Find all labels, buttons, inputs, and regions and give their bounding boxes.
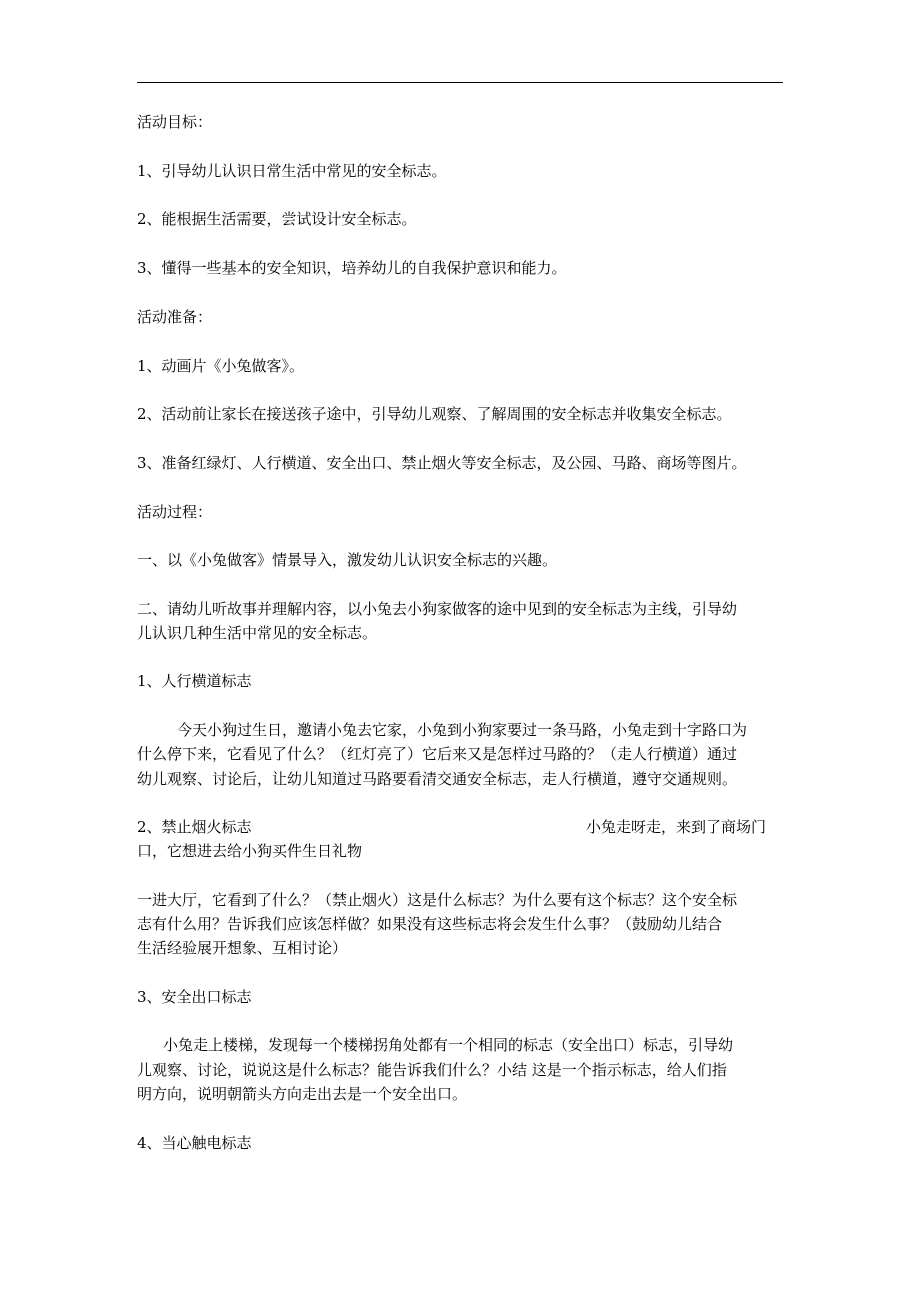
section4-title: 4、当心触电标志	[137, 1134, 252, 1152]
prep-item: 1、动画片《小兔做客》。	[137, 357, 305, 375]
heading-goals: 活动目标：	[137, 113, 213, 131]
section3-body-line: 小兔走上楼梯，发现每一个楼梯拐角处都有一个相同的标志（安全出口）标志，引导幼	[163, 1036, 734, 1054]
section1-body-line: 幼儿观察、讨论后，让幼儿知道过马路要看清交通安全标志，走人行横道，遵守交通规则。	[137, 770, 738, 788]
section2-story-start: 小兔走呀走，来到了商场门	[586, 818, 767, 836]
section2-body-line: 一进大厅，它看到了什么？（禁止烟火）这是什么标志？为什么要有这个标志？这个安全标	[137, 891, 738, 909]
section2-title: 2、禁止烟火标志	[137, 818, 252, 836]
section3-body-line: 儿观察、讨论，说说这是什么标志？能告诉我们什么？小结 这是一个指示标志，给人们指	[137, 1061, 727, 1079]
goal-item: 2、能根据生活需要，尝试设计安全标志。	[137, 210, 417, 228]
section1-body-line: 今天小狗过生日，邀请小兔去它家，小兔到小狗家要过一条马路，小兔走到十字路口为	[177, 721, 748, 739]
section2-body-line: 志有什么用？告诉我们应该怎样做？如果没有这些标志将会发生什么事？（鼓励幼儿结合	[137, 915, 723, 933]
prep-item: 3、准备红绿灯、人行横道、安全出口、禁止烟火等安全标志，及公园、马路、商场等图片。	[137, 454, 747, 472]
section2-story-cont: 口，它想进去给小狗买件生日礼物	[137, 842, 363, 860]
goal-item: 3、懂得一些基本的安全知识，培养幼儿的自我保护意识和能力。	[137, 259, 567, 277]
section3-body-line: 明方向，说明朝箭头方向走出去是一个安全出口。	[137, 1085, 468, 1103]
heading-prep: 活动准备：	[137, 308, 213, 326]
process-intro: 一、以《小兔做客》情景导入，激发幼儿认识安全标志的兴趣。	[137, 551, 558, 569]
goal-item: 1、引导幼儿认识日常生活中常见的安全标志。	[137, 162, 447, 180]
section3-title: 3、安全出口标志	[137, 988, 252, 1006]
process-two-line: 二、请幼儿听故事并理解内容，以小兔去小狗家做客的途中见到的安全标志为主线，引导幼	[137, 600, 738, 618]
process-two-line: 儿认识几种生活中常见的安全标志。	[137, 624, 378, 642]
prep-item: 2、活动前让家长在接送孩子途中，引导幼儿观察、了解周围的安全标志并收集安全标志。	[137, 405, 732, 423]
section1-body-line: 什么停下来，它看见了什么？（红灯亮了）它后来又是怎样过马路的？（走人行横道）通过	[137, 745, 738, 763]
header-rule	[137, 82, 783, 83]
section2-body-line: 生活经验展开想象、互相讨论）	[137, 939, 348, 957]
heading-process: 活动过程：	[137, 503, 213, 521]
section1-title: 1、人行横道标志	[137, 672, 252, 690]
